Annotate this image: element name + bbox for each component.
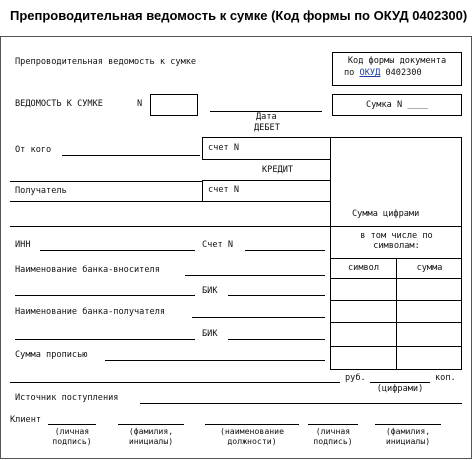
debet-label: ДЕБЕТ	[254, 123, 280, 133]
kop-label: коп.	[435, 373, 456, 383]
page-title: Препроводительная ведомость к сумке (Код формы по ОКУД 0402300)	[10, 8, 468, 23]
form-heading: Препроводительная ведомость к сумке	[15, 57, 197, 67]
table-row-line	[331, 300, 462, 301]
signature-line[interactable]	[205, 424, 299, 425]
source-line[interactable]	[140, 403, 462, 404]
col-symbol: символ	[347, 263, 380, 273]
inn-line[interactable]	[40, 250, 195, 251]
incl-line1: в том числе по	[360, 231, 433, 241]
sig2-caption-2: инициалы)	[128, 436, 174, 446]
table-row-line	[331, 322, 462, 323]
sig3-caption-2: должности)	[227, 436, 277, 446]
okud-link[interactable]: ОКУД	[359, 68, 381, 78]
schet3-label: Счет N	[202, 240, 234, 250]
sig1-caption-1: (личная	[54, 426, 90, 436]
sum-words-line2[interactable]	[10, 382, 340, 383]
sum-words-line[interactable]	[105, 360, 325, 361]
bank-sender-line2[interactable]	[15, 295, 195, 296]
table-row-line	[331, 346, 462, 347]
col-sum: сумма	[416, 263, 443, 273]
bank-recipient-line[interactable]	[192, 317, 325, 318]
bank-recipient-line2[interactable]	[15, 339, 195, 340]
from-line[interactable]	[62, 155, 200, 156]
date-caption: Дата	[256, 112, 277, 122]
rub-digits-line[interactable]	[370, 382, 430, 383]
sig4-caption-1: (личная	[315, 426, 351, 436]
recipient-bottom-line[interactable]	[10, 201, 202, 202]
source-label: Источник поступления	[15, 393, 119, 403]
schet-debit-label: счет N	[208, 143, 240, 153]
symbol-table-divider	[396, 258, 397, 370]
kredit-label: КРЕДИТ	[262, 165, 294, 175]
sum-words-label: Сумма прописью	[15, 350, 88, 360]
sum-digits-label: Сумма цифрами	[352, 209, 420, 219]
incl-line2: символам:	[373, 241, 420, 251]
code-prefix: по	[344, 68, 355, 78]
code-value: 0402300	[385, 68, 422, 78]
bik2-line[interactable]	[228, 339, 325, 340]
bik-line[interactable]	[228, 295, 325, 296]
vedomost-label: ВЕДОМОСТЬ К СУМКЕ	[15, 99, 103, 109]
recipient-label: Получатель	[15, 186, 67, 196]
bank-sender-label: Наименование банка-вносителя	[15, 265, 160, 275]
form-code-line1: Код формы документа	[347, 56, 447, 66]
bank-sender-line[interactable]	[185, 275, 325, 276]
sig5-caption-1: (фамилия,	[385, 426, 431, 436]
sig2-caption-1: (фамилия,	[128, 426, 174, 436]
bik2-label: БИК	[202, 329, 218, 339]
sig3-caption-1: (наименование	[219, 426, 285, 436]
schet3-line[interactable]	[245, 250, 325, 251]
form-code-line2	[344, 69, 422, 78]
signature-line[interactable]	[118, 424, 184, 425]
bik-label: БИК	[202, 286, 218, 296]
signature-line[interactable]	[48, 424, 96, 425]
from-label: От кого	[15, 145, 52, 155]
inn-top-line	[10, 226, 330, 227]
signature-line[interactable]	[308, 424, 358, 425]
digits-caption: (цифрами)	[376, 384, 424, 394]
sig4-caption-2: подпись)	[313, 436, 353, 446]
vedomost-n-label: N	[137, 99, 143, 109]
client-label: Клиент	[10, 415, 42, 425]
sig5-caption-2: инициалы)	[385, 436, 431, 446]
sumka-label: Сумка N ____	[365, 100, 429, 110]
bank-recipient-label: Наименование банка-получателя	[15, 307, 166, 317]
sum-digits-line	[331, 226, 462, 227]
table-row-line	[331, 278, 462, 279]
rub-label: руб.	[345, 373, 366, 383]
recipient-top-line	[10, 181, 202, 182]
vedomost-number-field[interactable]	[150, 94, 198, 116]
schet-credit-label: счет N	[208, 185, 240, 195]
signature-line[interactable]	[375, 424, 441, 425]
sig1-caption-2: подпись)	[52, 436, 92, 446]
inn-label: ИНН	[15, 240, 31, 250]
